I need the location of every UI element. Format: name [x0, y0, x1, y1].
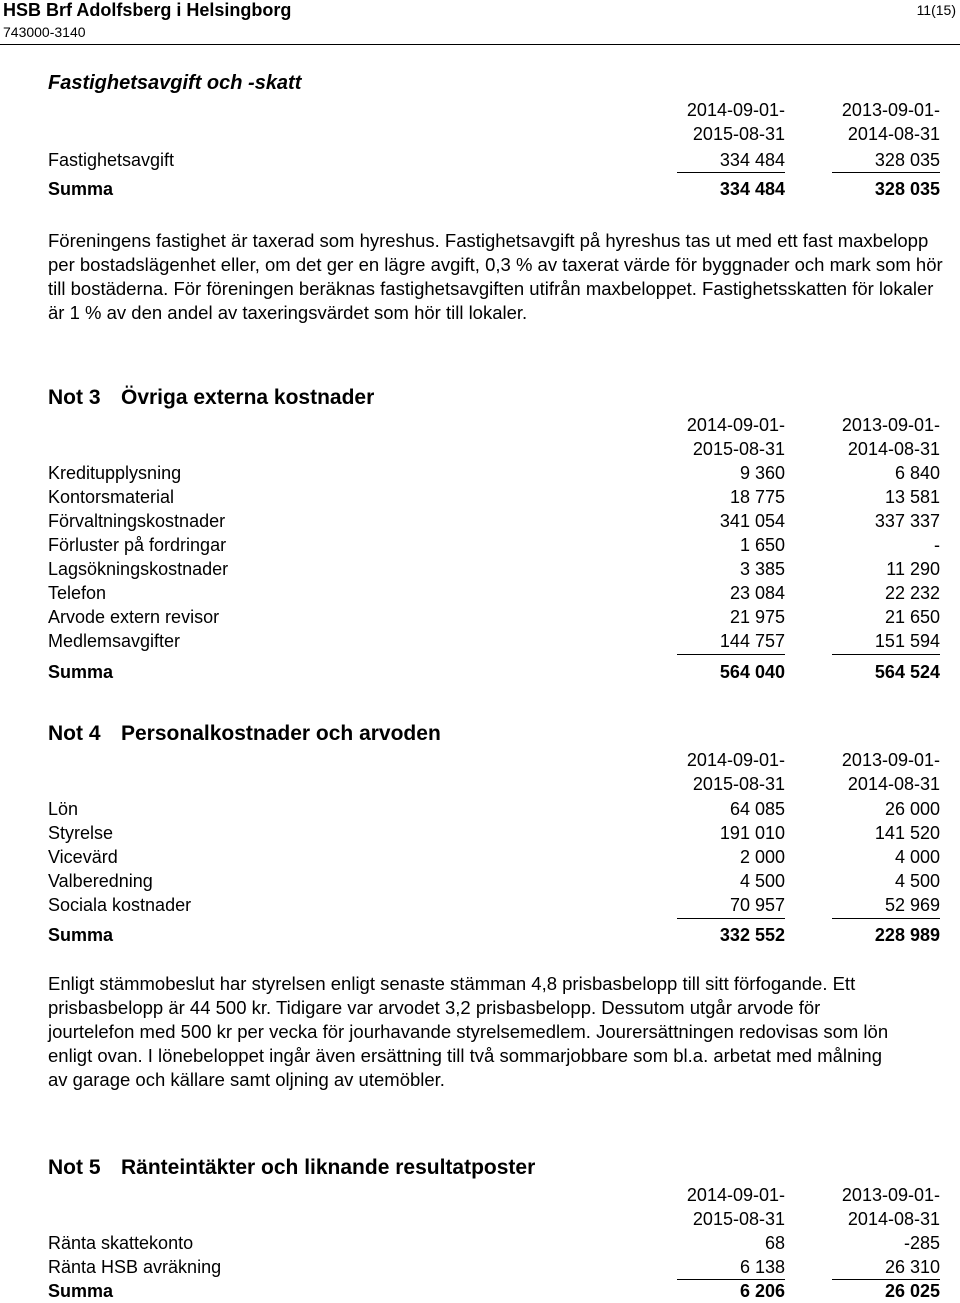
- sum-underline: [677, 172, 785, 173]
- note-title: Ränteintäkter och liknande resultatposter: [121, 1156, 536, 1179]
- row-value-current: 2 000: [739, 847, 785, 867]
- table-row: [48, 797, 940, 821]
- row-value-previous: 26 310: [884, 1257, 940, 1277]
- column-header-current-year: [687, 98, 785, 146]
- row-label: Förluster på fordringar: [48, 535, 227, 555]
- column-header-line: 2014-09-01-: [686, 1185, 785, 1205]
- row-value-previous: 141 520: [874, 823, 940, 843]
- sum-row: [48, 1279, 940, 1303]
- column-header-current-year: [687, 1183, 785, 1231]
- table-row: [48, 821, 940, 845]
- column-header-line: 2015-08-31: [692, 1209, 785, 1229]
- sum-value-current: 332 552: [719, 925, 785, 945]
- row-value-current: 334 484: [719, 150, 785, 170]
- note-4-heading: [48, 722, 441, 746]
- row-value-current: 4 500: [739, 871, 785, 891]
- column-header-line: 2013-09-01-: [841, 415, 940, 435]
- table-row: [48, 557, 940, 581]
- header-divider: [0, 44, 960, 45]
- sum-row: [48, 660, 940, 684]
- fastighetsavgift-description: Föreningens fastighet är taxerad som hyreshus. Fastighetsavgift på hyreshus tas ut med ett fast maxbelopp per bostadslägenhet eller, om det ger en lägre avgift, 0,3 % av taxerat värde för byggnader och mark som hör till bostäderna. För föreningen beräknas fastighetsavgiften utifrån maxbeloppet. Fastighetsskatten för lokaler är 1 % av den andel av taxeringsvärdet som hör till lokaler.: [48, 230, 943, 323]
- row-label: Ränta skattekonto: [48, 1233, 194, 1253]
- column-header-current-year: [687, 748, 785, 796]
- row-label: Kontorsmaterial: [48, 487, 175, 507]
- column-header-line: 2014-08-31: [847, 124, 940, 144]
- row-value-previous: -: [934, 535, 940, 555]
- row-value-current: 3 385: [739, 559, 785, 579]
- document-title: HSB Brf Adolfsberg i Helsingborg: [3, 0, 292, 20]
- note-title: Övriga externa kostnader: [121, 386, 375, 409]
- sum-label: Summa: [48, 179, 114, 199]
- row-label: Lön: [48, 799, 79, 819]
- table-row: [48, 581, 940, 605]
- page-number: 11(15): [916, 2, 956, 18]
- column-header-line: 2014-09-01-: [686, 100, 785, 120]
- sum-label: Summa: [48, 662, 114, 682]
- section-title-fastighetsavgift: Fastighetsavgift och -skatt: [48, 72, 302, 94]
- row-value-current: 9 360: [739, 463, 785, 483]
- row-label: Arvode extern revisor: [48, 607, 220, 627]
- column-header-line: 2014-09-01-: [686, 750, 785, 770]
- row-value-previous: 26 000: [884, 799, 940, 819]
- column-header-line: 2013-09-01-: [841, 750, 940, 770]
- table-row: [48, 605, 940, 629]
- sum-underline: [832, 172, 940, 173]
- row-value-previous: 11 290: [886, 559, 940, 579]
- column-header-line: 2013-09-01-: [841, 1185, 940, 1205]
- sum-underline: [677, 654, 785, 655]
- row-value-previous: 4 500: [894, 871, 940, 891]
- table-row: [48, 1231, 940, 1255]
- sum-row: [48, 923, 940, 947]
- table-row: [48, 869, 940, 893]
- note-title: Personalkostnader och arvoden: [121, 722, 441, 745]
- note-number: Not 3: [48, 386, 101, 409]
- table-row: [48, 893, 940, 917]
- row-value-previous: 328 035: [874, 150, 940, 170]
- column-header-previous-year: [842, 413, 940, 461]
- row-label: Medlemsavgifter: [48, 631, 181, 651]
- sum-row: [48, 177, 940, 201]
- table-row: [48, 461, 940, 485]
- column-header-line: 2014-08-31: [847, 774, 940, 794]
- column-header-previous-year: [842, 98, 940, 146]
- row-label: Förvaltningskostnader: [48, 511, 226, 531]
- column-header-previous-year: [842, 748, 940, 796]
- row-value-current: 18 775: [729, 487, 785, 507]
- note-number: Not 4: [48, 722, 101, 745]
- row-value-previous: 4 000: [894, 847, 940, 867]
- column-header-line: 2013-09-01-: [841, 100, 940, 120]
- row-label: Kreditupplysning: [48, 463, 182, 483]
- table-row: [48, 629, 940, 653]
- note-number: Not 5: [48, 1156, 101, 1179]
- column-header-line: 2014-09-01-: [686, 415, 785, 435]
- row-value-current: 68: [764, 1233, 785, 1253]
- row-label: Lagsökningskostnader: [48, 559, 229, 579]
- sum-label: Summa: [48, 925, 114, 945]
- column-header-current-year: [687, 413, 785, 461]
- row-value-current: 64 085: [729, 799, 785, 819]
- column-header-line: 2015-08-31: [692, 439, 785, 459]
- table-row: [48, 1255, 940, 1279]
- table-row: [48, 533, 940, 557]
- row-label: Telefon: [48, 583, 107, 603]
- row-label: Fastighetsavgift: [48, 150, 175, 170]
- row-value-previous: 21 650: [884, 607, 940, 627]
- sum-underline: [832, 918, 940, 919]
- table-row: [48, 485, 940, 509]
- row-value-current: 21 975: [729, 607, 785, 627]
- row-label: Vicevärd: [48, 847, 118, 867]
- sum-value-previous: 228 989: [874, 925, 940, 945]
- personnel-description: Enligt stämmobeslut har styrelsen enligt senaste stämman 4,8 prisbasbelopp till sitt förfogande. Ett prisbasbelopp är 44 500 kr. Tidigare var arvodet 3,2 prisbasbelopp. Dessutom utgår arvode för jourtelefon med 500 kr per vecka för jourhavande styrelsemedlem. Jourersättningen redovisas som lön enligt ovan. I lönebeloppet ingår även ersättning till två sommarjobbare som bl.a. arbetat med målning av garage och källare samt oljning av utemöbler.: [48, 973, 889, 1090]
- row-value-current: 6 138: [739, 1257, 785, 1277]
- row-value-current: 341 054: [719, 511, 785, 531]
- row-label: Valberedning: [48, 871, 153, 891]
- table-row: [48, 845, 940, 869]
- table-row: [48, 509, 940, 533]
- row-value-previous: 151 594: [874, 631, 940, 651]
- sum-underline: [677, 918, 785, 919]
- row-label: Styrelse: [48, 823, 114, 843]
- row-value-current: 191 010: [719, 823, 785, 843]
- note-3-heading: [48, 386, 374, 410]
- row-value-previous: 52 969: [884, 895, 940, 915]
- column-header-line: 2015-08-31: [692, 124, 785, 144]
- sum-label: Summa: [48, 1281, 114, 1301]
- row-value-previous: 337 337: [874, 511, 940, 531]
- row-label: Ränta HSB avräkning: [48, 1257, 222, 1277]
- sum-value-previous: 328 035: [874, 179, 940, 199]
- organization-number: 743000-3140: [3, 24, 86, 40]
- sum-value-current: 334 484: [719, 179, 785, 199]
- sum-value-previous: 26 025: [884, 1281, 940, 1301]
- note-5-heading: [48, 1156, 535, 1180]
- row-value-previous: 6 840: [894, 463, 940, 483]
- column-header-line: 2014-08-31: [847, 1209, 940, 1229]
- row-value-current: 23 084: [729, 583, 785, 603]
- column-header-previous-year: [842, 1183, 940, 1231]
- row-value-previous: 22 232: [884, 583, 940, 603]
- column-header-line: 2015-08-31: [692, 774, 785, 794]
- sum-underline: [832, 654, 940, 655]
- row-value-previous: 13 581: [884, 487, 940, 507]
- row-value-previous: -285: [903, 1233, 940, 1253]
- row-value-current: 70 957: [729, 895, 785, 915]
- table-row: [48, 148, 940, 172]
- sum-value-current: 6 206: [739, 1281, 785, 1301]
- sum-value-current: 564 040: [719, 662, 785, 682]
- row-value-current: 1 650: [739, 535, 785, 555]
- row-label: Sociala kostnader: [48, 895, 192, 915]
- row-value-current: 144 757: [719, 631, 785, 651]
- column-header-line: 2014-08-31: [847, 439, 940, 459]
- sum-value-previous: 564 524: [874, 662, 940, 682]
